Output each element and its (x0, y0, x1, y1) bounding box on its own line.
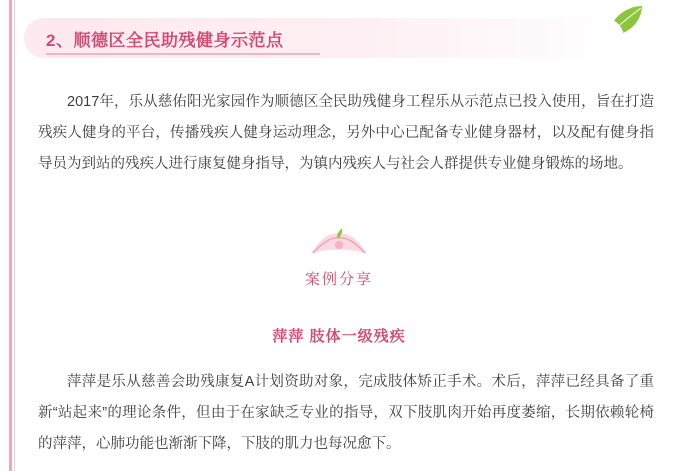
case-share-emblem (0, 228, 678, 289)
case-person-title: 萍萍 肢体一级残疾 (272, 328, 406, 345)
section-heading-underline (46, 53, 320, 55)
section-heading-text: 2、顺德区全民助残健身示范点 (46, 31, 284, 50)
case-share-label: 案例分享 (304, 271, 373, 288)
intro-paragraph: 2017年，乐从慈佑阳光家园作为顺德区全民助残健身工程乐从示范点已投入使用，旨在打造残疾人健身的平台，传播残疾人健身运动理念，另外中心已配备专业健身器材，以及配有健身指导员为到站的残疾人进行康复健身指导，为镇内残疾人与社会人群提供专业健身锻炼的场地。 (38, 93, 654, 172)
case-body-paragraph: 萍萍是乐从慈善会助残康复A计划资助对象，完成肢体矫正手术。术后，萍萍已经具备了重新“站起来”的理论条件，但由于在家缺乏专业的指导，双下肢肌肉开始再度萎缩，长期依赖轮椅的萍萍，心肺功能也渐渐下降，下肢的肌力也每况愈下。 (38, 373, 654, 452)
section-heading (24, 18, 654, 58)
peach-ribbon-icon (307, 228, 371, 262)
